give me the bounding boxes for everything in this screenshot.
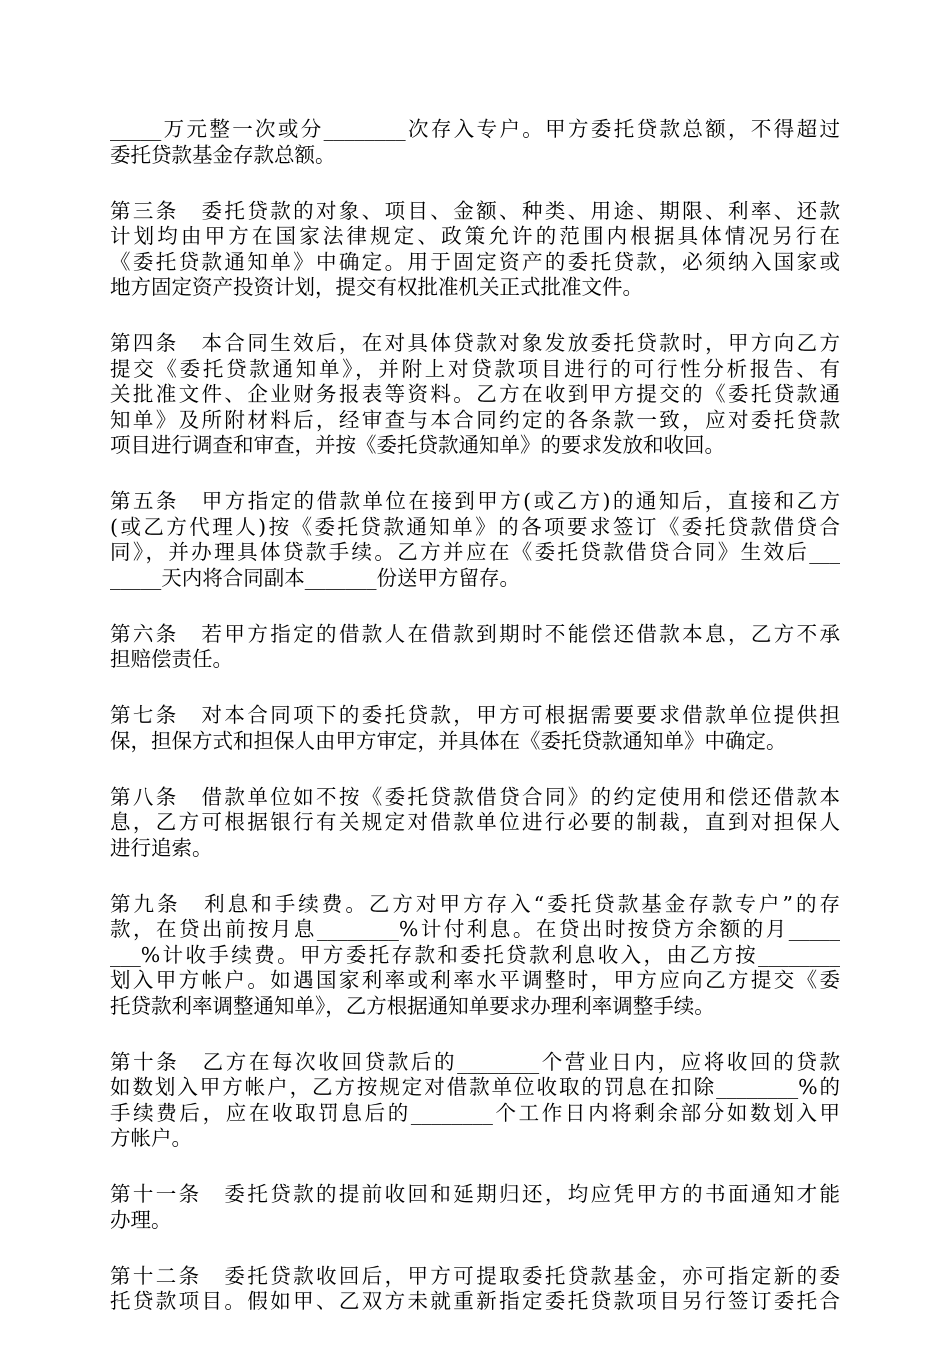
text-line: _____万元整一次或分________次存入专户。甲方委托贷款总额，不得超过	[110, 117, 840, 141]
text-line: 保，担保方式和担保人由甲方审定，并具体在《委托贷款通知单》中确定。	[110, 728, 787, 753]
contract-paragraph	[110, 703, 840, 754]
text-line: 手续费后，应在收取罚息后的________个工作日内将剩余部分如数划入甲	[110, 1100, 840, 1125]
text-line: 同》，并办理具体贷款手续。乙方并应在《委托贷款借贷合同》生效后___	[110, 540, 840, 564]
text-line: 第五条 甲方指定的借款单位在接到甲方(或乙方)的通知后，直接和乙方	[110, 489, 840, 513]
text-line: 办理。	[110, 1207, 172, 1232]
text-line: 方帐户。	[110, 1126, 192, 1150]
text-line: 进行追索。	[110, 835, 213, 860]
text-line: 提交《委托贷款通知单》，并附上对贷款项目进行的可行性分析报告、有	[110, 356, 840, 381]
text-line: 知单》及所附材料后，经审查与本合同约定的各条款一致，应对委托贷款	[110, 407, 840, 432]
contract-paragraph	[110, 199, 840, 301]
text-line: 息，乙方可根据银行有关规定对借款单位进行必要的制裁，直到对担保人	[110, 810, 840, 834]
text-line: 委托贷款基金存款总额。	[110, 142, 336, 167]
text-line: 托贷款项目。假如甲、乙双方未就重新指定委托贷款项目另行签订委托合	[110, 1289, 840, 1313]
text-line: 如数划入甲方帐户，乙方按规定对借款单位收取的罚息在扣除________%的	[110, 1075, 840, 1099]
text-line: 第十条 乙方在每次收回贷款后的________个营业日内，应将收回的贷款	[110, 1049, 840, 1074]
contract-paragraph	[110, 117, 840, 168]
document-page	[110, 117, 840, 1345]
text-line: 第九条 利息和手续费。乙方对甲方存入“委托贷款基金存款专户”的存	[110, 891, 840, 916]
contract-paragraph	[110, 331, 840, 459]
contract-paragraph	[110, 785, 840, 862]
text-line: ___%计收手续费。甲方委托存款和委托贷款利息收入，由乙方按________	[110, 942, 840, 967]
text-line: 第六条 若甲方指定的借款人在借款到期时不能偿还借款本息，乙方不承	[110, 621, 840, 646]
text-line: 第七条 对本合同项下的委托贷款，甲方可根据需要要求借款单位提供担	[110, 703, 840, 727]
text-line: 担赔偿责任。	[110, 647, 233, 671]
text-line: 托贷款利率调整通知单》，乙方根据通知单要求办理利率调整手续。	[110, 993, 715, 1018]
contract-paragraph	[110, 892, 840, 1020]
text-line: 关批准文件、企业财务报表等资料。乙方在收到甲方提交的《委托贷款通	[110, 382, 840, 406]
text-line: 地方固定资产投资计划，提交有权批准机关正式批准文件。	[110, 275, 643, 299]
text-line: 第十一条 委托贷款的提前收回和延期归还，均应凭甲方的书面通知才能	[110, 1182, 840, 1206]
text-line: 项目进行调查和审查，并按《委托贷款通知单》的要求发放和收回。	[110, 433, 725, 457]
text-line: 款，在贷出前按月息________%计付利息。在贷出时按贷方余额的月_____	[110, 917, 840, 941]
text-line: 第三条 委托贷款的对象、项目、金额、种类、用途、期限、利率、还款	[110, 198, 840, 223]
contract-paragraph	[110, 489, 840, 591]
text-line: (或乙方代理人)按《委托贷款通知单》的各项要求签订《委托贷款借贷合	[110, 514, 840, 539]
text-line: 第十二条 委托贷款收回后，甲方可提取委托贷款基金，亦可指定新的委	[110, 1263, 840, 1288]
text-line: 计划均由甲方在国家法律规定、政策允许的范围内根据具体情况另行在	[110, 224, 840, 248]
contract-paragraph	[110, 1182, 840, 1233]
text-line: _____天内将合同副本_______份送甲方留存。	[110, 565, 520, 590]
text-line: 第四条 本合同生效后，在对具体贷款对象发放委托贷款时，甲方向乙方	[110, 331, 840, 355]
contract-paragraph	[110, 622, 840, 673]
contract-paragraph	[110, 1264, 840, 1315]
contract-paragraph	[110, 1050, 840, 1152]
text-line: 第八条 借款单位如不按《委托贷款借贷合同》的约定使用和偿还借款本	[110, 784, 840, 809]
text-line: 《委托贷款通知单》中确定。用于固定资产的委托贷款，必须纳入国家或	[110, 249, 840, 274]
text-line: 划入甲方帐户。如遇国家利率或利率水平调整时，甲方应向乙方提交《委	[110, 968, 840, 992]
